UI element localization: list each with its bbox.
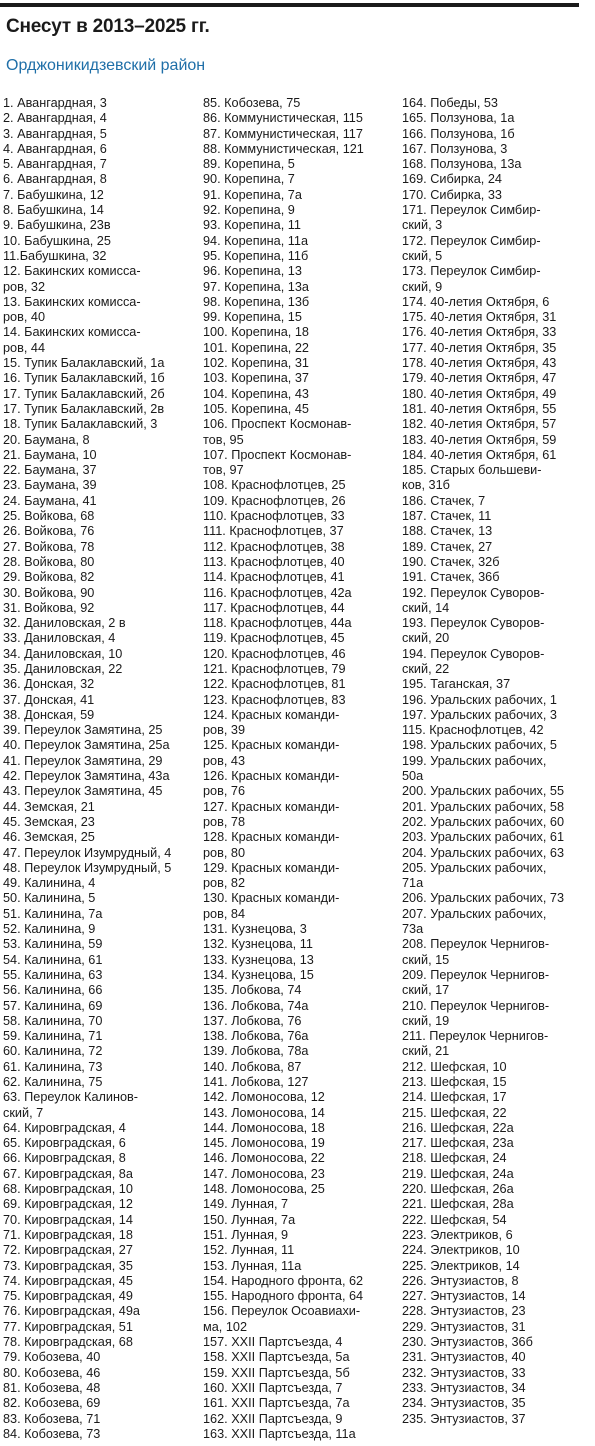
address-line: 135. Лобкова, 74: [203, 983, 302, 998]
address-line: 6. Авангардная, 8: [3, 172, 107, 187]
address-line: 28. Войкова, 80: [3, 554, 95, 569]
address-line: 73а: [402, 922, 424, 937]
address-line: ров, 84: [203, 906, 246, 921]
address-line: 55. Калинина, 63: [3, 967, 103, 982]
address-line: 175. 40-летия Октября, 31: [402, 310, 557, 325]
address-line: 114. Краснофлотцев, 41: [203, 570, 345, 585]
address-line: 48. Переулок Изумрудный, 5: [3, 860, 172, 875]
address-line: 18. Тупик Балаклавский, 3: [3, 417, 158, 432]
top-rule: [0, 3, 579, 7]
address-line: 1. Авангардная, 3: [3, 96, 107, 110]
address-line: 113. Краснофлотцев, 40: [203, 554, 345, 569]
address-line: 30. Войкова, 90: [3, 585, 95, 600]
address-line: 199. Уральских рабочих,: [402, 753, 547, 768]
address-line: 221. Шефская, 28а: [402, 1197, 514, 1212]
address-line: 177. 40-летия Октября, 35: [402, 340, 557, 355]
address-line: 14. Бакинских комисса-: [3, 325, 141, 340]
address-line: 151. Лунная, 9: [203, 1227, 289, 1242]
address-line: 207. Уральских рабочих,: [402, 906, 547, 921]
address-line: 215. Шефская, 22: [402, 1105, 507, 1120]
address-line: 171. Переулок Симбир-: [402, 203, 541, 218]
address-line: 228. Энтузиастов, 23: [402, 1304, 526, 1319]
address-line: 37. Донская, 41: [3, 692, 95, 707]
address-line: 196. Уральских рабочих, 1: [402, 692, 557, 707]
address-line: ма, 102: [203, 1319, 247, 1334]
address-line: 167. Ползунова, 3: [402, 141, 508, 156]
address-line: 139. Лобкова, 78а: [203, 1044, 309, 1059]
address-line: 80. Кобозева, 46: [3, 1365, 101, 1380]
address-line: 214. Шефская, 17: [402, 1090, 507, 1105]
address-line: ров, 40: [3, 310, 46, 325]
address-line: 128. Красных команди-: [203, 830, 340, 845]
address-line: 219. Шефская, 24а: [402, 1166, 514, 1181]
address-line: 118. Краснофлотцев, 44а: [203, 616, 352, 631]
address-line: 36. Донская, 32: [3, 677, 95, 692]
address-line: 72. Кировградская, 27: [3, 1243, 133, 1258]
address-line: 195. Таганская, 37: [402, 677, 511, 692]
address-line: 227. Энтузиастов, 14: [402, 1289, 526, 1304]
address-line: 75. Кировградская, 49: [3, 1289, 133, 1304]
address-line: 206. Уральских рабочих, 73: [402, 891, 565, 906]
address-line: 185. Старых большеви-: [402, 463, 542, 478]
address-line: 104. Корепина, 43: [203, 386, 309, 401]
address-line: 105. Корепина, 45: [203, 401, 309, 416]
address-line: 212. Шефская, 10: [402, 1059, 507, 1074]
address-line: 163. XXII Партсъезда, 11а: [203, 1426, 356, 1441]
address-line: 59. Калинина, 71: [3, 1029, 103, 1044]
address-line: ский, 20: [402, 631, 450, 646]
address-line: 197. Уральских рабочих, 3: [402, 707, 557, 722]
address-line: ков, 31б: [402, 478, 450, 493]
address-line: 153. Лунная, 11а: [203, 1258, 302, 1273]
address-line: 159. XXII Партсъезда, 5б: [203, 1365, 350, 1380]
address-line: 213. Шефская, 15: [402, 1075, 507, 1089]
address-line: 86. Коммунистическая, 115: [203, 111, 363, 126]
address-line: ров, 82: [203, 876, 246, 891]
address-line: 170. Сибирка, 33: [402, 187, 502, 202]
address-line: 111. Краснофлотцев, 37: [203, 524, 344, 539]
address-line: 56. Калинина, 66: [3, 983, 103, 998]
address-line: 100. Корепина, 18: [203, 325, 309, 340]
address-line: 76. Кировградская, 49а: [3, 1304, 140, 1319]
address-line: 223. Электриков, 6: [402, 1227, 513, 1242]
address-line: 224. Электриков, 10: [402, 1243, 520, 1258]
address-line: ров, 32: [3, 279, 46, 294]
address-line: 24. Баумана, 41: [3, 493, 97, 508]
address-line: 53. Калинина, 59: [3, 937, 103, 952]
address-line: тов, 97: [203, 463, 244, 478]
address-line: 102. Корепина, 31: [203, 356, 309, 371]
address-line: 10. Бабушкина, 25: [3, 233, 111, 248]
address-line: 98. Корепина, 13б: [203, 294, 310, 309]
address-line: 178. 40-летия Октября, 43: [402, 356, 557, 371]
address-line: 160. XXII Партсъезда, 7: [203, 1380, 343, 1395]
address-line: 96. Корепина, 13: [203, 264, 302, 279]
address-line: 41. Переулок Замятина, 29: [3, 753, 163, 768]
address-line: 17. Тупик Балаклавский, 2б: [3, 386, 165, 401]
address-line: 35. Даниловская, 22: [3, 661, 123, 676]
address-line: 125. Красных команди-: [203, 738, 340, 753]
address-line: 78. Кировградская, 68: [3, 1335, 133, 1350]
address-line: ский, 21: [402, 1044, 450, 1059]
address-line: 165. Ползунова, 1а: [402, 111, 515, 126]
address-line: 186. Стачек, 7: [402, 493, 486, 508]
address-line: 235. Энтузиастов, 37: [402, 1411, 526, 1426]
address-line: ский, 14: [402, 600, 450, 615]
address-column-2: [203, 96, 398, 1442]
address-line: 70. Кировградская, 14: [3, 1212, 133, 1227]
address-line: 193. Переулок Суворов-: [402, 616, 545, 631]
address-line: 49. Калинина, 4: [3, 876, 96, 891]
address-line: 155. Народного фронта, 64: [203, 1289, 364, 1304]
address-line: 110. Краснофлотцев, 33: [203, 509, 345, 524]
address-line: 47. Переулок Изумрудный, 4: [3, 845, 172, 860]
address-line: 67. Кировградская, 8а: [3, 1166, 133, 1181]
address-line: 230. Энтузиастов, 36б: [402, 1335, 533, 1350]
address-line: ский, 9: [402, 279, 443, 294]
address-line: 40. Переулок Замятина, 25а: [3, 738, 170, 753]
address-line: 194. Переулок Суворов-: [402, 646, 545, 661]
address-line: 181. 40-летия Октября, 55: [402, 401, 557, 416]
address-line: 45. Земская, 23: [3, 814, 95, 829]
address-line: 132. Кузнецова, 11: [203, 937, 313, 952]
address-line: 50. Калинина, 5: [3, 891, 96, 906]
address-line: 129. Красных команди-: [203, 860, 340, 875]
address-line: 232. Энтузиастов, 33: [402, 1365, 526, 1380]
address-line: 11.Бабушкина, 32: [3, 248, 107, 263]
address-line: 5. Авангардная, 7: [3, 157, 107, 172]
address-line: 108. Краснофлотцев, 25: [203, 478, 346, 493]
address-line: 189. Стачек, 27: [402, 539, 493, 554]
address-line: 141. Лобкова, 127: [203, 1075, 309, 1089]
address-line: ский, 15: [402, 952, 450, 967]
address-line: 162. XXII Партсъезда, 9: [203, 1411, 343, 1426]
address-line: 134. Кузнецова, 15: [203, 967, 314, 982]
address-line: 44. Земская, 21: [3, 799, 95, 814]
address-line: 38. Донская, 59: [3, 707, 95, 722]
address-line: 209. Переулок Чернигов-: [402, 967, 550, 982]
address-line: 202. Уральских рабочих, 60: [402, 814, 565, 829]
address-line: 74. Кировградская, 45: [3, 1273, 133, 1288]
address-line: 106. Проспект Космонав-: [203, 417, 352, 432]
address-line: 130. Красных команди-: [203, 891, 340, 906]
address-line: 85. Кобозева, 75: [203, 96, 301, 110]
address-line: ский, 7: [3, 1105, 44, 1120]
address-line: 179. 40-летия Октября, 47: [402, 371, 557, 386]
address-line: 12. Бакинских комисса-: [3, 264, 141, 279]
address-line: 145. Ломоносова, 19: [203, 1136, 325, 1151]
address-line: 157. XXII Партсъезда, 4: [203, 1335, 343, 1350]
address-line: 140. Лобкова, 87: [203, 1059, 302, 1074]
address-line: 16. Тупик Балаклавский, 1б: [3, 371, 165, 386]
address-line: 149. Лунная, 7: [203, 1197, 289, 1212]
address-line: 34. Даниловская, 10: [3, 646, 123, 661]
address-line: 79. Кобозева, 40: [3, 1350, 101, 1365]
address-line: ров, 76: [203, 784, 246, 799]
address-line: 93. Корепина, 11: [203, 218, 301, 233]
address-line: ров, 44: [3, 340, 46, 355]
address-line: 156. Переулок Осоавиахи-: [203, 1304, 361, 1319]
address-line: 190. Стачек, 32б: [402, 554, 500, 569]
address-line: 9. Бабушкина, 23в: [3, 218, 111, 233]
address-line: 188. Стачек, 13: [402, 524, 493, 539]
address-line: 46. Земская, 25: [3, 830, 95, 845]
address-line: 39. Переулок Замятина, 25: [3, 723, 163, 738]
address-line: 144. Ломоносова, 18: [203, 1120, 325, 1135]
address-line: 218. Шефская, 24: [402, 1151, 507, 1166]
address-column-3: [402, 96, 592, 1427]
address-line: 77. Кировградская, 51: [3, 1319, 133, 1334]
address-line: ров, 39: [203, 723, 246, 738]
address-line: 73. Кировградская, 35: [3, 1258, 133, 1273]
page-title: Снесут в 2013–2025 гг.: [6, 16, 210, 37]
address-line: 154. Народного фронта, 62: [203, 1273, 364, 1288]
address-line: 233. Энтузиастов, 34: [402, 1380, 526, 1395]
address-line: 205. Уральских рабочих,: [402, 860, 547, 875]
address-line: 166. Ползунова, 1б: [402, 126, 515, 141]
district-subtitle: Орджоникидзевский район: [6, 57, 206, 74]
address-line: 168. Ползунова, 13а: [402, 157, 522, 172]
address-line: 22. Баумана, 37: [3, 463, 97, 478]
address-line: 169. Сибирка, 24: [402, 172, 502, 187]
address-line: 112. Краснофлотцев, 38: [203, 539, 345, 554]
address-line: 115. Краснофлотцев, 42: [402, 723, 544, 738]
address-line: ский, 3: [402, 218, 443, 233]
address-line: 222. Шефская, 54: [402, 1212, 507, 1227]
address-line: 57. Калинина, 69: [3, 998, 103, 1013]
address-line: 17. Тупик Балаклавский, 2в: [3, 401, 165, 416]
address-line: ров, 43: [203, 753, 246, 768]
address-line: тов, 95: [203, 432, 244, 447]
address-line: 137. Лобкова, 76: [203, 1013, 302, 1028]
address-line: 231. Энтузиастов, 40: [402, 1350, 526, 1365]
address-line: 33. Даниловская, 4: [3, 631, 116, 646]
address-line: 52. Калинина, 9: [3, 922, 96, 937]
address-line: 191. Стачек, 36б: [402, 570, 500, 585]
address-line: 88. Коммунистическая, 121: [203, 141, 364, 156]
address-line: 216. Шефская, 22а: [402, 1120, 514, 1135]
address-line: 107. Проспект Космонав-: [203, 447, 352, 462]
address-line: 2. Авангардная, 4: [3, 111, 107, 126]
address-line: 208. Переулок Чернигов-: [402, 937, 550, 952]
address-line: 150. Лунная, 7а: [203, 1212, 296, 1227]
address-line: 66. Кировградская, 8: [3, 1151, 126, 1166]
address-line: 226. Энтузиастов, 8: [402, 1273, 519, 1288]
address-line: 20. Баумана, 8: [3, 432, 90, 447]
address-line: 61. Калинина, 73: [3, 1059, 103, 1074]
address-line: 220. Шефская, 26а: [402, 1182, 514, 1197]
address-line: ров, 80: [203, 845, 246, 860]
address-line: 63. Переулок Калинов-: [3, 1090, 139, 1105]
address-line: 64. Кировградская, 4: [3, 1120, 126, 1135]
address-line: 71а: [402, 876, 424, 891]
address-line: 119. Краснофлотцев, 45: [203, 631, 345, 646]
address-line: 50а: [402, 769, 424, 784]
address-line: 120. Краснофлотцев, 46: [203, 646, 346, 661]
address-line: 82. Кобозева, 69: [3, 1396, 101, 1411]
address-line: 211. Переулок Чернигов-: [402, 1029, 549, 1044]
address-line: 26. Войкова, 76: [3, 524, 95, 539]
address-line: 101. Корепина, 22: [203, 340, 309, 355]
address-line: 187. Стачек, 11: [402, 509, 492, 524]
address-line: 42. Переулок Замятина, 43а: [3, 769, 170, 784]
address-line: 90. Корепина, 7: [203, 172, 295, 187]
address-line: 127. Красных команди-: [203, 799, 340, 814]
address-column-1: [3, 96, 193, 1442]
address-line: 200. Уральских рабочих, 55: [402, 784, 565, 799]
address-line: 58. Калинина, 70: [3, 1013, 103, 1028]
address-line: 60. Калинина, 72: [3, 1044, 103, 1059]
address-line: 3. Авангардная, 5: [3, 126, 107, 141]
address-line: 91. Корепина, 7а: [203, 187, 302, 202]
address-line: 62. Калинина, 75: [3, 1075, 103, 1089]
address-line: 65. Кировградская, 6: [3, 1136, 126, 1151]
address-line: 152. Лунная, 11: [203, 1243, 295, 1258]
address-line: ров, 78: [203, 814, 246, 829]
address-line: 71. Кировградская, 18: [3, 1227, 133, 1242]
address-line: 94. Корепина, 11а: [203, 233, 309, 248]
address-line: 7. Бабушкина, 12: [3, 187, 104, 202]
address-line: 148. Ломоносова, 25: [203, 1182, 325, 1197]
address-line: 225. Электриков, 14: [402, 1258, 520, 1273]
address-line: 23. Баумана, 39: [3, 478, 97, 493]
address-line: 217. Шефская, 23а: [402, 1136, 514, 1151]
address-line: 126. Красных команди-: [203, 769, 340, 784]
address-line: 161. XXII Партсъезда, 7а: [203, 1396, 350, 1411]
address-line: 122. Краснофлотцев, 81: [203, 677, 346, 692]
address-line: 8. Бабушкина, 14: [3, 203, 104, 218]
address-line: 32. Даниловская, 2 в: [3, 616, 126, 631]
address-line: 234. Энтузиастов, 35: [402, 1396, 526, 1411]
address-line: 117. Краснофлотцев, 44: [203, 600, 345, 615]
address-line: 173. Переулок Симбир-: [402, 264, 541, 279]
address-line: ский, 17: [402, 983, 450, 998]
address-line: 192. Переулок Суворов-: [402, 585, 545, 600]
address-line: 121. Краснофлотцев, 79: [203, 661, 346, 676]
address-line: 147. Ломоносова, 23: [203, 1166, 325, 1181]
address-line: 25. Войкова, 68: [3, 509, 95, 524]
address-line: 158. XXII Партсъезда, 5а: [203, 1350, 350, 1365]
address-line: ский, 22: [402, 661, 450, 676]
address-line: 136. Лобкова, 74а: [203, 998, 309, 1013]
address-line: 87. Коммунистическая, 117: [203, 126, 363, 141]
address-line: 210. Переулок Чернигов-: [402, 998, 550, 1013]
address-line: 198. Уральских рабочих, 5: [402, 738, 557, 753]
address-line: 95. Корепина, 11б: [203, 248, 309, 263]
address-line: 116. Краснофлотцев, 42а: [203, 585, 352, 600]
address-line: 13. Бакинских комисса-: [3, 294, 141, 309]
address-line: 68. Кировградская, 10: [3, 1182, 133, 1197]
address-line: 124. Красных команди-: [203, 707, 340, 722]
address-line: 84. Кобозева, 73: [3, 1426, 101, 1441]
address-line: 182. 40-летия Октября, 57: [402, 417, 557, 432]
address-line: 51. Калинина, 7а: [3, 906, 103, 921]
address-line: 131. Кузнецова, 3: [203, 922, 307, 937]
address-line: 172. Переулок Симбир-: [402, 233, 541, 248]
address-line: 21. Баумана, 10: [3, 447, 97, 462]
address-line: 4. Авангардная, 6: [3, 141, 107, 156]
address-line: 180. 40-летия Октября, 49: [402, 386, 557, 401]
address-line: 83. Кобозева, 71: [3, 1411, 101, 1426]
address-line: 184. 40-летия Октября, 61: [402, 447, 557, 462]
address-line: 204. Уральских рабочих, 63: [402, 845, 565, 860]
address-line: 92. Корепина, 9: [203, 203, 295, 218]
address-line: 29. Войкова, 82: [3, 570, 95, 585]
address-line: 142. Ломоносова, 12: [203, 1090, 325, 1105]
address-line: 103. Корепина, 37: [203, 371, 309, 386]
address-line: 146. Ломоносова, 22: [203, 1151, 325, 1166]
address-line: 176. 40-летия Октября, 33: [402, 325, 557, 340]
address-line: 109. Краснофлотцев, 26: [203, 493, 346, 508]
address-line: 43. Переулок Замятина, 45: [3, 784, 163, 799]
address-line: 203. Уральских рабочих, 61: [402, 830, 565, 845]
address-line: 143. Ломоносова, 14: [203, 1105, 325, 1120]
address-line: 99. Корепина, 15: [203, 310, 302, 325]
address-line: 89. Корепина, 5: [203, 157, 295, 172]
address-line: 27. Войкова, 78: [3, 539, 95, 554]
address-line: 201. Уральских рабочих, 58: [402, 799, 565, 814]
address-line: 123. Краснофлотцев, 83: [203, 692, 346, 707]
address-line: ский, 5: [402, 248, 443, 263]
address-line: 138. Лобкова, 76а: [203, 1029, 309, 1044]
address-line: 164. Победы, 53: [402, 96, 498, 110]
address-line: 54. Калинина, 61: [3, 952, 103, 967]
address-line: 183. 40-летия Октября, 59: [402, 432, 557, 447]
address-line: 174. 40-летия Октября, 6: [402, 294, 550, 309]
address-line: 97. Корепина, 13а: [203, 279, 309, 294]
address-line: 81. Кобозева, 48: [3, 1380, 101, 1395]
address-line: 229. Энтузиастов, 31: [402, 1319, 526, 1334]
address-line: 15. Тупик Балаклавский, 1а: [3, 356, 165, 371]
address-line: ский, 19: [402, 1013, 450, 1028]
address-line: 69. Кировградская, 12: [3, 1197, 133, 1212]
address-line: 133. Кузнецова, 13: [203, 952, 314, 967]
address-line: 31. Войкова, 92: [3, 600, 95, 615]
